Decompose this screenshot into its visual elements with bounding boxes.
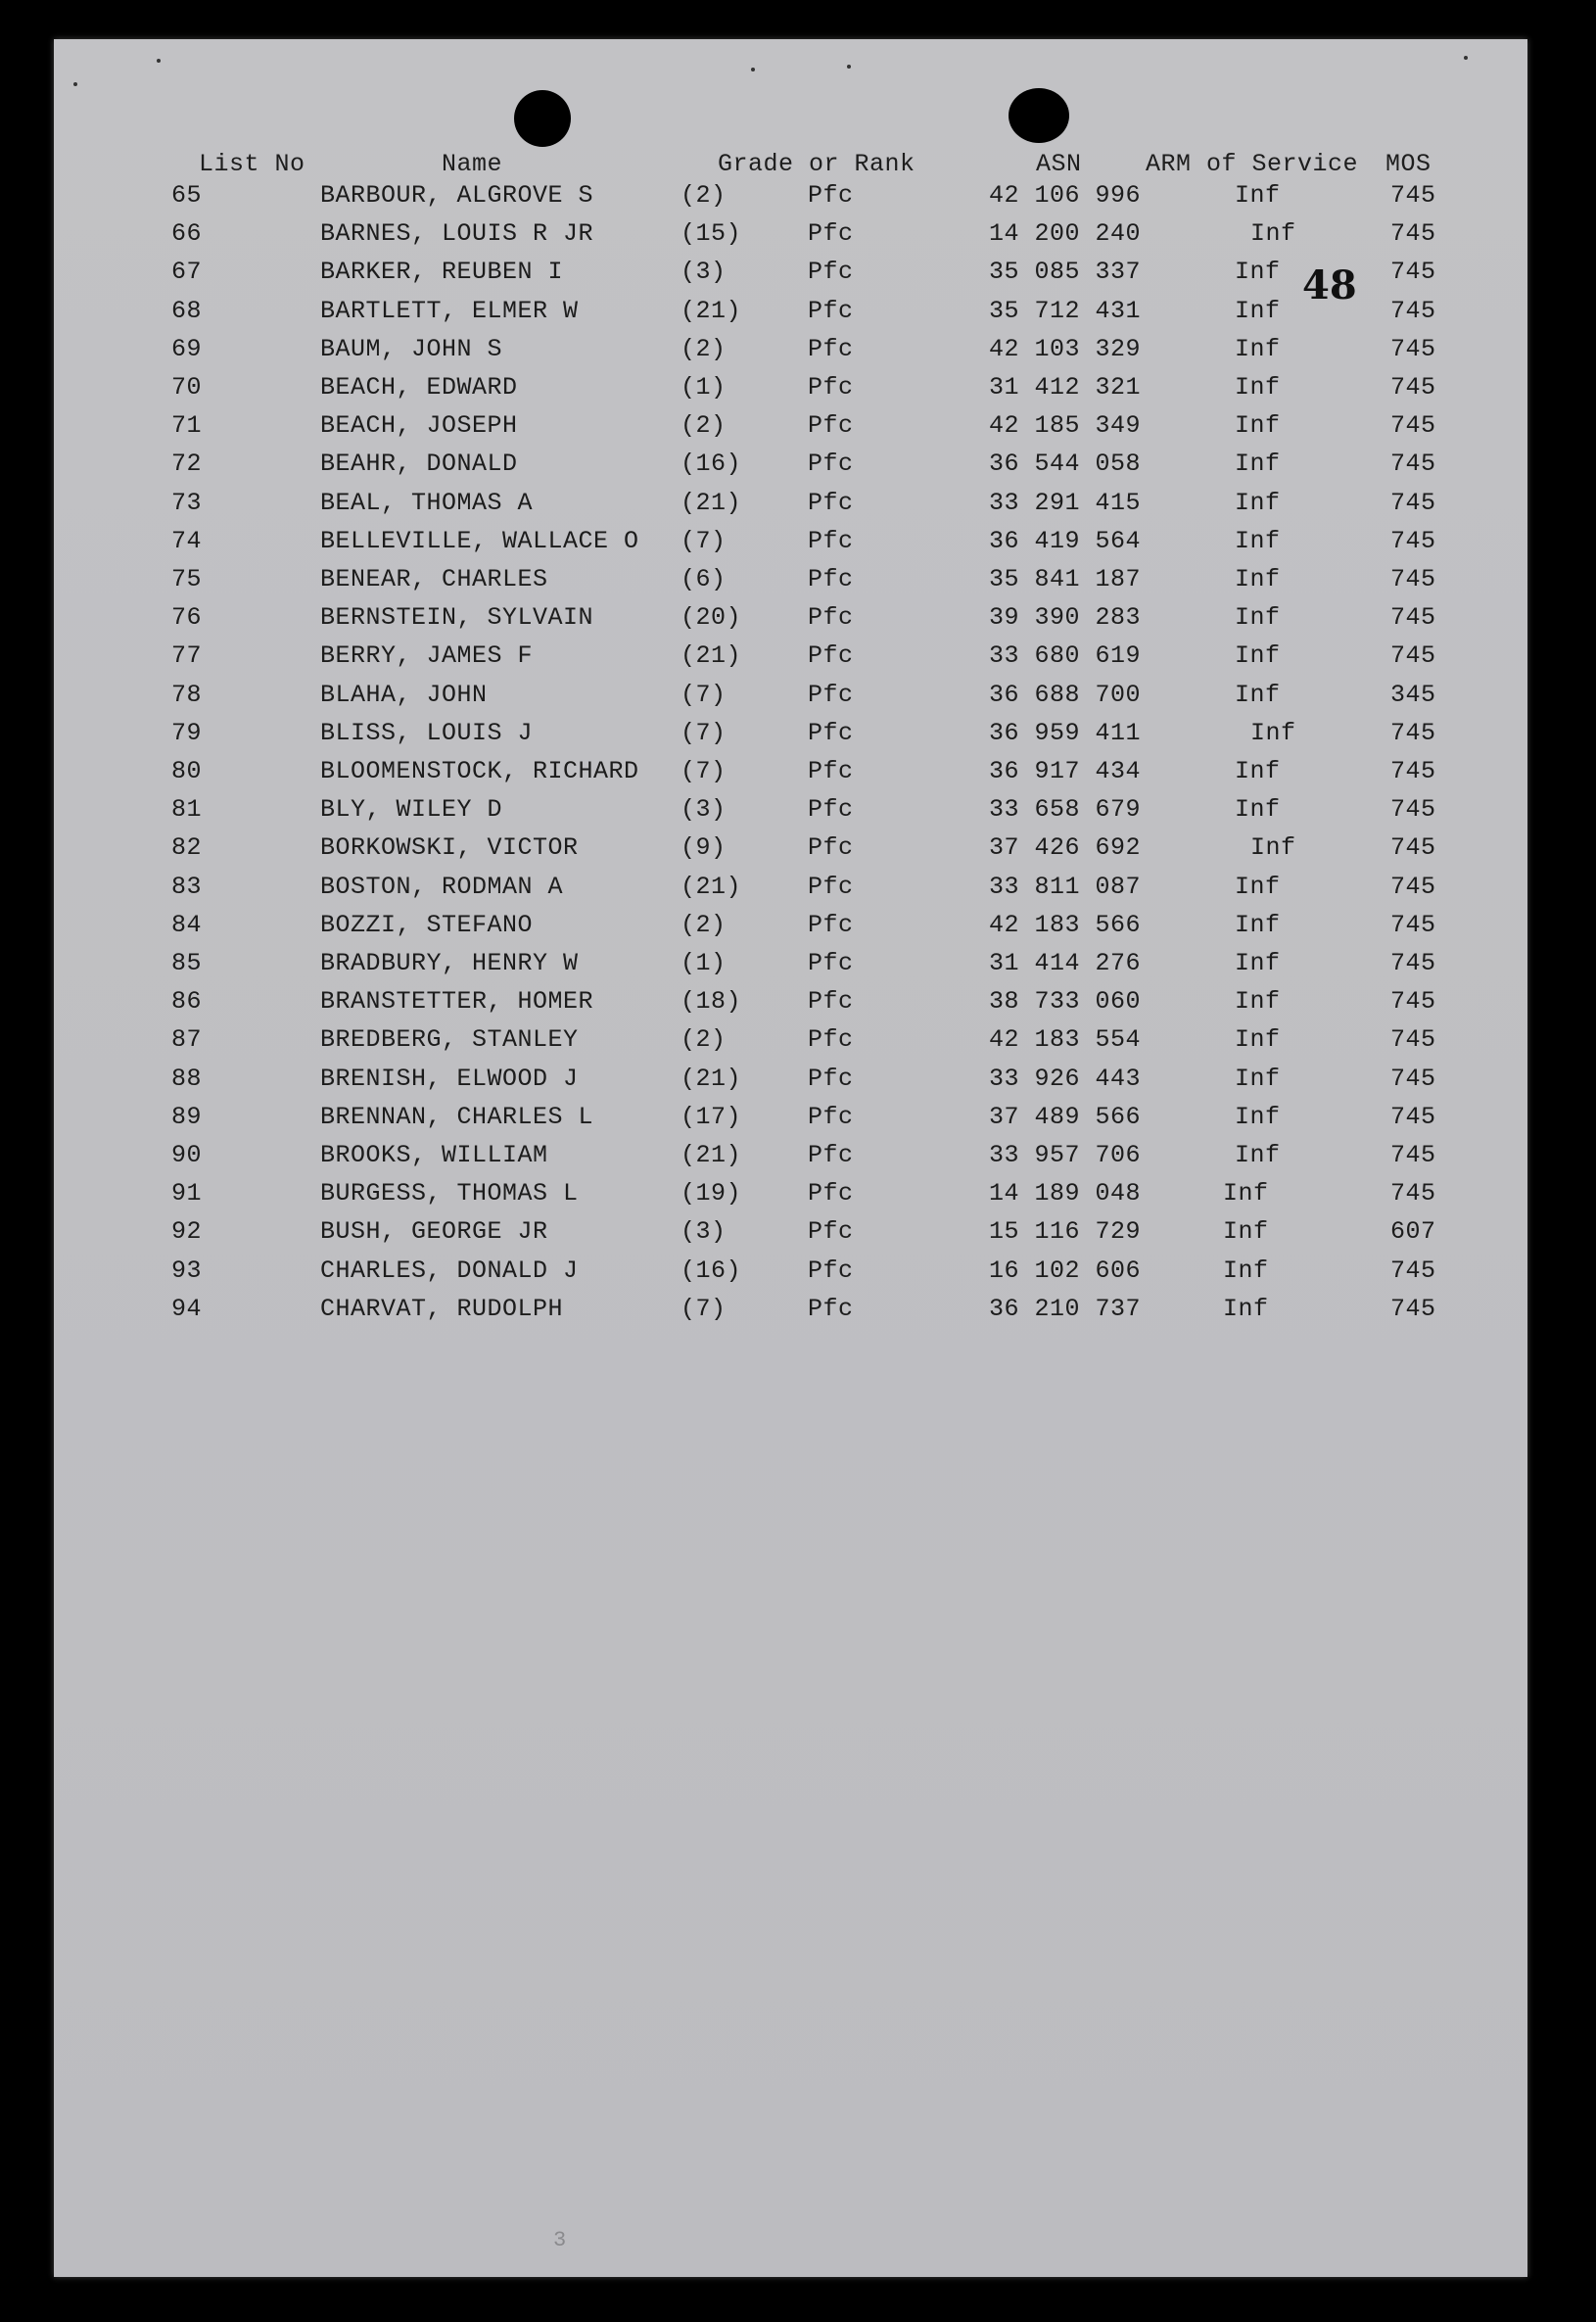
rank-cell: Pfc — [808, 411, 854, 441]
table-row — [54, 219, 1527, 259]
header-list-no: List No — [199, 150, 305, 178]
grade-cell: (7) — [681, 1294, 727, 1323]
arm-of-service-cell: Inf — [1250, 833, 1296, 863]
asn-cell: 33 658 679 — [989, 795, 1142, 825]
table-row — [54, 911, 1527, 950]
mos-cell: 745 — [1390, 949, 1436, 977]
grade-cell: (17) — [681, 1102, 742, 1131]
list-no-cell: 88 — [171, 1064, 203, 1093]
table-row — [54, 949, 1527, 988]
name-cell: CHARLES, DONALD J — [320, 1256, 579, 1285]
name-cell: BARTLETT, ELMER W — [320, 296, 579, 325]
asn-cell: 42 106 996 — [989, 181, 1142, 210]
name-cell: BERRY, JAMES F — [320, 641, 534, 671]
name-cell: BLY, WILEY D — [320, 795, 503, 825]
grade-cell: (21) — [681, 641, 742, 671]
name-cell: BOZZI, STEFANO — [320, 910, 534, 939]
table-row — [54, 297, 1527, 336]
grade-cell: (1) — [681, 949, 727, 977]
grade-cell: (9) — [681, 833, 727, 863]
rank-cell: Pfc — [808, 1217, 854, 1247]
table-row — [54, 719, 1527, 758]
name-cell: BENEAR, CHARLES — [320, 565, 548, 593]
asn-cell: 42 103 329 — [989, 334, 1142, 363]
rank-cell: Pfc — [808, 1256, 854, 1285]
header-asn: ASN — [1036, 150, 1082, 178]
table-row — [54, 757, 1527, 796]
asn-cell: 36 544 058 — [989, 450, 1142, 479]
table-row — [54, 603, 1527, 642]
arm-of-service-cell: Inf — [1235, 872, 1281, 901]
grade-cell: (3) — [681, 258, 727, 287]
name-cell: BRENNAN, CHARLES L — [320, 1102, 594, 1131]
grade-cell: (7) — [681, 526, 727, 555]
mos-cell: 745 — [1390, 296, 1436, 325]
arm-of-service-cell: Inf — [1235, 1141, 1281, 1169]
mos-cell: 745 — [1390, 258, 1436, 287]
rank-cell: Pfc — [808, 1025, 854, 1055]
grade-cell: (1) — [681, 373, 727, 402]
list-no-cell: 84 — [171, 910, 203, 939]
table-row — [54, 565, 1527, 604]
list-no-cell: 94 — [171, 1294, 203, 1323]
list-no-cell: 81 — [171, 795, 203, 825]
arm-of-service-cell: Inf — [1235, 334, 1281, 363]
mos-cell: 345 — [1390, 680, 1436, 709]
mos-cell: 745 — [1390, 565, 1436, 593]
paper-speck — [157, 59, 161, 63]
arm-of-service-cell: Inf — [1235, 1064, 1281, 1093]
arm-of-service-cell: Inf — [1223, 1256, 1269, 1285]
rank-cell: Pfc — [808, 757, 854, 785]
mos-cell: 745 — [1390, 757, 1436, 785]
rank-cell: Pfc — [808, 910, 854, 939]
grade-cell: (15) — [681, 219, 742, 249]
name-cell: BLOOMENSTOCK, RICHARD — [320, 757, 639, 785]
asn-cell: 33 811 087 — [989, 872, 1142, 901]
mos-cell: 745 — [1390, 910, 1436, 939]
list-no-cell: 89 — [171, 1102, 203, 1131]
arm-of-service-cell: Inf — [1235, 641, 1281, 671]
grade-cell: (7) — [681, 718, 727, 747]
asn-cell: 33 957 706 — [989, 1141, 1142, 1169]
mos-cell: 745 — [1390, 872, 1436, 901]
table-row — [54, 489, 1527, 528]
rank-cell: Pfc — [808, 296, 854, 325]
asn-cell: 36 688 700 — [989, 680, 1142, 709]
arm-of-service-cell: Inf — [1235, 526, 1281, 555]
asn-cell: 42 183 554 — [989, 1025, 1142, 1055]
table-row — [54, 1025, 1527, 1065]
grade-cell: (3) — [681, 1217, 727, 1247]
name-cell: BREDBERG, STANLEY — [320, 1025, 579, 1055]
arm-of-service-cell: Inf — [1235, 1025, 1281, 1055]
name-cell: BARBOUR, ALGROVE S — [320, 181, 594, 210]
rank-cell: Pfc — [808, 334, 854, 363]
paper-speck — [1464, 56, 1468, 60]
rank-cell: Pfc — [808, 565, 854, 593]
arm-of-service-cell: Inf — [1235, 181, 1281, 210]
asn-cell: 14 189 048 — [989, 1179, 1142, 1208]
asn-cell: 33 291 415 — [989, 488, 1142, 517]
table-row — [54, 1295, 1527, 1334]
mos-cell: 745 — [1390, 987, 1436, 1017]
mos-cell: 745 — [1390, 1294, 1436, 1323]
grade-cell: (20) — [681, 603, 742, 633]
asn-cell: 36 917 434 — [989, 757, 1142, 785]
arm-of-service-cell: Inf — [1235, 680, 1281, 709]
name-cell: BOSTON, RODMAN A — [320, 872, 564, 901]
paper-speck — [751, 68, 755, 71]
list-no-cell: 74 — [171, 526, 203, 555]
footer-mark: 3 — [553, 2228, 567, 2252]
list-no-cell: 79 — [171, 718, 203, 747]
mos-cell: 745 — [1390, 1256, 1436, 1285]
name-cell: BURGESS, THOMAS L — [320, 1179, 579, 1208]
asn-cell: 14 200 240 — [989, 219, 1142, 249]
grade-cell: (2) — [681, 910, 727, 939]
grade-cell: (16) — [681, 450, 742, 479]
asn-cell: 35 841 187 — [989, 565, 1142, 593]
asn-cell: 35 712 431 — [989, 296, 1142, 325]
mos-cell: 745 — [1390, 488, 1436, 517]
list-no-cell: 90 — [171, 1141, 203, 1169]
grade-cell: (7) — [681, 757, 727, 785]
rank-cell: Pfc — [808, 181, 854, 210]
asn-cell: 38 733 060 — [989, 987, 1142, 1017]
rank-cell: Pfc — [808, 718, 854, 747]
punch-hole-right — [1009, 88, 1069, 143]
asn-cell: 36 419 564 — [989, 526, 1142, 555]
mos-cell: 745 — [1390, 641, 1436, 671]
arm-of-service-cell: Inf — [1223, 1179, 1269, 1208]
table-row — [54, 1141, 1527, 1180]
name-cell: BARKER, REUBEN I — [320, 258, 564, 287]
table-row — [54, 373, 1527, 412]
list-no-cell: 71 — [171, 411, 203, 441]
punch-hole-left — [514, 90, 571, 147]
asn-cell: 42 185 349 — [989, 411, 1142, 441]
asn-cell: 39 390 283 — [989, 603, 1142, 633]
rank-cell: Pfc — [808, 219, 854, 249]
name-cell: BELLEVILLE, WALLACE O — [320, 526, 639, 555]
rank-cell: Pfc — [808, 795, 854, 825]
arm-of-service-cell: Inf — [1235, 488, 1281, 517]
table-row — [54, 1065, 1527, 1104]
name-cell: BUSH, GEORGE JR — [320, 1217, 548, 1247]
mos-cell: 745 — [1390, 411, 1436, 441]
rank-cell: Pfc — [808, 603, 854, 633]
arm-of-service-cell: Inf — [1235, 987, 1281, 1017]
table-row — [54, 833, 1527, 873]
list-no-cell: 66 — [171, 219, 203, 249]
grade-cell: (21) — [681, 1141, 742, 1169]
header-mos: MOS — [1385, 150, 1432, 178]
name-cell: BEAHR, DONALD — [320, 450, 518, 479]
arm-of-service-cell: Inf — [1235, 411, 1281, 441]
rank-cell: Pfc — [808, 1064, 854, 1093]
grade-cell: (21) — [681, 1064, 742, 1093]
asn-cell: 36 959 411 — [989, 718, 1142, 747]
arm-of-service-cell: Inf — [1235, 910, 1281, 939]
list-no-cell: 67 — [171, 258, 203, 287]
table-row — [54, 450, 1527, 489]
arm-of-service-cell: Inf — [1235, 565, 1281, 593]
list-no-cell: 91 — [171, 1179, 203, 1208]
name-cell: BLISS, LOUIS J — [320, 718, 534, 747]
table-row — [54, 641, 1527, 681]
mos-cell: 745 — [1390, 373, 1436, 402]
asn-cell: 15 116 729 — [989, 1217, 1142, 1247]
mos-cell: 745 — [1390, 181, 1436, 210]
arm-of-service-cell: Inf — [1250, 219, 1296, 249]
asn-cell: 37 426 692 — [989, 833, 1142, 863]
arm-of-service-cell: Inf — [1223, 1294, 1269, 1323]
mos-cell: 745 — [1390, 450, 1436, 479]
list-no-cell: 70 — [171, 373, 203, 402]
rank-cell: Pfc — [808, 1102, 854, 1131]
name-cell: BLAHA, JOHN — [320, 680, 488, 709]
grade-cell: (2) — [681, 334, 727, 363]
rank-cell: Pfc — [808, 258, 854, 287]
mos-cell: 745 — [1390, 219, 1436, 249]
arm-of-service-cell: Inf — [1235, 757, 1281, 785]
mos-cell: 745 — [1390, 1141, 1436, 1169]
grade-cell: (7) — [681, 680, 727, 709]
rank-cell: Pfc — [808, 1294, 854, 1323]
asn-cell: 33 680 619 — [989, 641, 1142, 671]
grade-cell: (2) — [681, 1025, 727, 1055]
mos-cell: 745 — [1390, 833, 1436, 863]
grade-cell: (21) — [681, 296, 742, 325]
arm-of-service-cell: Inf — [1235, 795, 1281, 825]
rank-cell: Pfc — [808, 641, 854, 671]
mos-cell: 745 — [1390, 526, 1436, 555]
list-no-cell: 76 — [171, 603, 203, 633]
paper-speck — [847, 65, 851, 69]
asn-cell: 35 085 337 — [989, 258, 1142, 287]
name-cell: BRADBURY, HENRY W — [320, 949, 579, 977]
asn-cell: 42 183 566 — [989, 910, 1142, 939]
arm-of-service-cell: Inf — [1235, 258, 1281, 287]
mos-cell: 745 — [1390, 718, 1436, 747]
mos-cell: 745 — [1390, 795, 1436, 825]
asn-cell: 33 926 443 — [989, 1064, 1142, 1093]
name-cell: BEACH, JOSEPH — [320, 411, 518, 441]
arm-of-service-cell: Inf — [1235, 1102, 1281, 1131]
arm-of-service-cell: Inf — [1235, 450, 1281, 479]
header-arm-of-service: ARM of Service — [1146, 150, 1359, 178]
list-no-cell: 93 — [171, 1256, 203, 1285]
page-number-stamp: 48 — [1302, 262, 1357, 308]
list-no-cell: 83 — [171, 872, 203, 901]
asn-cell: 36 210 737 — [989, 1294, 1142, 1323]
grade-cell: (19) — [681, 1179, 742, 1208]
table-row — [54, 795, 1527, 834]
mos-cell: 745 — [1390, 603, 1436, 633]
arm-of-service-cell: Inf — [1235, 296, 1281, 325]
mos-cell: 745 — [1390, 1064, 1436, 1093]
table-row — [54, 258, 1527, 297]
name-cell: BRENISH, ELWOOD J — [320, 1064, 579, 1093]
table-row — [54, 987, 1527, 1026]
table-row — [54, 1103, 1527, 1142]
list-no-cell: 87 — [171, 1025, 203, 1055]
rank-cell: Pfc — [808, 1141, 854, 1169]
grade-cell: (2) — [681, 181, 727, 210]
grade-cell: (16) — [681, 1256, 742, 1285]
list-no-cell: 78 — [171, 680, 203, 709]
rank-cell: Pfc — [808, 526, 854, 555]
table-row — [54, 527, 1527, 566]
grade-cell: (21) — [681, 872, 742, 901]
rank-cell: Pfc — [808, 450, 854, 479]
rank-cell: Pfc — [808, 872, 854, 901]
rank-cell: Pfc — [808, 488, 854, 517]
header-grade-or-rank: Grade or Rank — [718, 150, 915, 178]
name-cell: BARNES, LOUIS R JR — [320, 219, 594, 249]
rank-cell: Pfc — [808, 949, 854, 977]
table-row — [54, 411, 1527, 450]
name-cell: BROOKS, WILLIAM — [320, 1141, 548, 1169]
table-row — [54, 681, 1527, 720]
list-no-cell: 68 — [171, 296, 203, 325]
name-cell: BORKOWSKI, VICTOR — [320, 833, 579, 863]
arm-of-service-cell: Inf — [1235, 949, 1281, 977]
list-no-cell: 75 — [171, 565, 203, 593]
grade-cell: (6) — [681, 565, 727, 593]
mos-cell: 745 — [1390, 1025, 1436, 1055]
grade-cell: (21) — [681, 488, 742, 517]
table-row — [54, 1179, 1527, 1218]
mos-cell: 745 — [1390, 334, 1436, 363]
rank-cell: Pfc — [808, 1179, 854, 1208]
list-no-cell: 65 — [171, 181, 203, 210]
grade-cell: (2) — [681, 411, 727, 441]
grade-cell: (18) — [681, 987, 742, 1017]
name-cell: BEACH, EDWARD — [320, 373, 518, 402]
name-cell: BRANSTETTER, HOMER — [320, 987, 594, 1017]
asn-cell: 37 489 566 — [989, 1102, 1142, 1131]
list-no-cell: 82 — [171, 833, 203, 863]
list-no-cell: 92 — [171, 1217, 203, 1247]
table-row — [54, 1256, 1527, 1296]
name-cell: BERNSTEIN, SYLVAIN — [320, 603, 594, 633]
grade-cell: (3) — [681, 795, 727, 825]
header-name: Name — [442, 150, 503, 178]
mos-cell: 745 — [1390, 1102, 1436, 1131]
paper-speck — [73, 82, 77, 86]
list-no-cell: 69 — [171, 334, 203, 363]
list-no-cell: 80 — [171, 757, 203, 785]
arm-of-service-cell: Inf — [1235, 603, 1281, 633]
name-cell: BAUM, JOHN S — [320, 334, 503, 363]
rank-cell: Pfc — [808, 833, 854, 863]
name-cell: BEAL, THOMAS A — [320, 488, 534, 517]
rank-cell: Pfc — [808, 373, 854, 402]
mos-cell: 607 — [1390, 1217, 1436, 1247]
arm-of-service-cell: Inf — [1235, 373, 1281, 402]
asn-cell: 31 412 321 — [989, 373, 1142, 402]
rank-cell: Pfc — [808, 987, 854, 1017]
list-no-cell: 77 — [171, 641, 203, 671]
asn-cell: 16 102 606 — [989, 1256, 1142, 1285]
roster-sheet — [54, 39, 1527, 2277]
list-no-cell: 85 — [171, 949, 203, 977]
asn-cell: 31 414 276 — [989, 949, 1142, 977]
arm-of-service-cell: Inf — [1223, 1217, 1269, 1247]
mos-cell: 745 — [1390, 1179, 1436, 1208]
table-row — [54, 181, 1527, 220]
table-row — [54, 335, 1527, 374]
name-cell: CHARVAT, RUDOLPH — [320, 1294, 564, 1323]
list-no-cell: 86 — [171, 987, 203, 1017]
rank-cell: Pfc — [808, 680, 854, 709]
table-row — [54, 873, 1527, 912]
list-no-cell: 72 — [171, 450, 203, 479]
arm-of-service-cell: Inf — [1250, 718, 1296, 747]
table-row — [54, 1217, 1527, 1256]
list-no-cell: 73 — [171, 488, 203, 517]
